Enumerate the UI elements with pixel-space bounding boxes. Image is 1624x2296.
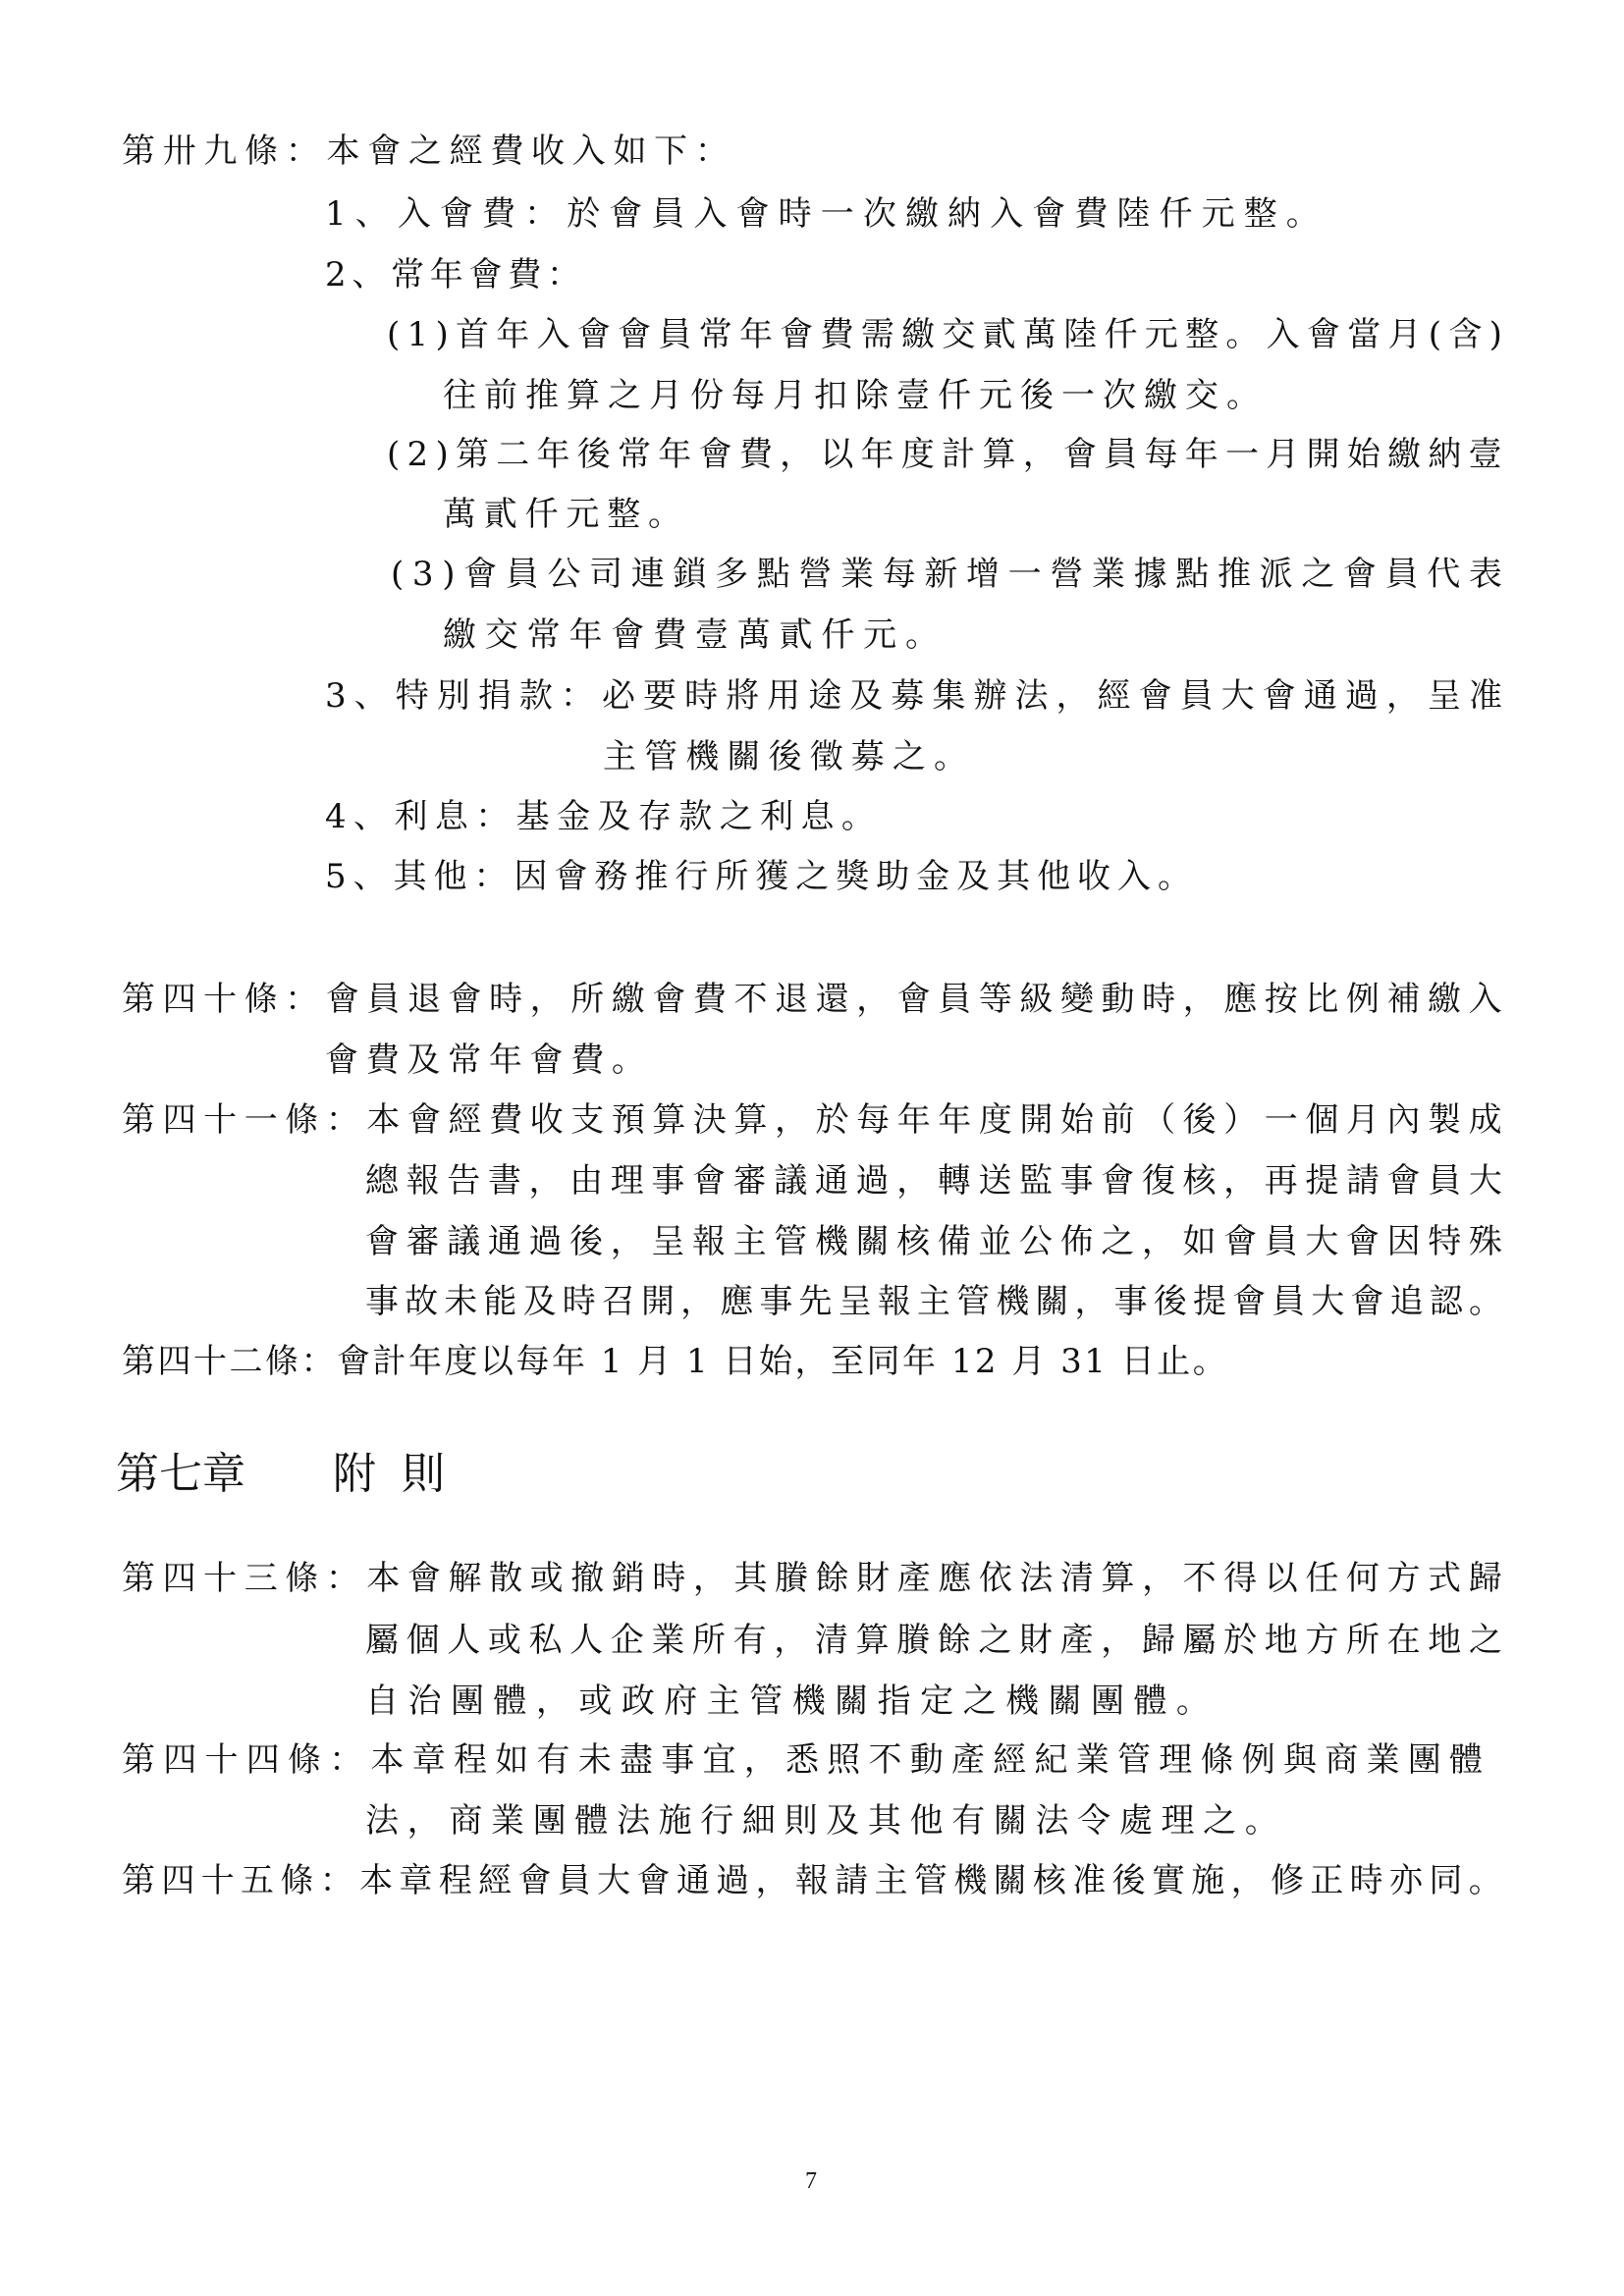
article40-line2: 會 費 及 常 年 會 費 。 [325, 1041, 645, 1080]
article39-heading: 第 卅 九 條 ： 本 會 之 經 費 收 入 如 下 ： [122, 132, 729, 171]
article41-line2: 總 報 告 書 ， 由 理 事 會 審 議 通 過 ， 轉 送 監 事 會 復 核 ， 再 提 請 會 員 大 [365, 1161, 1502, 1201]
article39-item4: 4 、 利 息 ： 基 金 及 存 款 之 利 息 。 [325, 797, 875, 836]
article44-line1: 第 四 十 四 條 ： 本 章 程 如 有 未 盡 事 宜 ， 悉 照 不 動 產 經 紀 業 管 理 條 例 與 商 業 團 體 [122, 1740, 1483, 1780]
article39-sub2-line1: ( 2 ) 第 二 年 後 常 年 會 費 ， 以 年 度 計 算 ， 會 員 每 年 一 月 開 始 繳 納 壹 [387, 435, 1502, 474]
article41-line3: 會 審 議 通 過 後 ， 呈 報 主 管 機 關 核 備 並 公 佈 之 ， 如 會 員 大 會 因 特 殊 [365, 1222, 1502, 1261]
article44-line2: 法 ， 商 業 團 體 法 施 行 細 則 及 其 他 有 關 法 令 處 理 之 。 [365, 1801, 1278, 1841]
article41-line1: 第 四 十 一 條 ： 本 會 經 費 收 支 預 算 決 算 ， 於 每 年 年 度 開 始 前 （ 後 ） 一 個 月 內 製 成 [122, 1100, 1502, 1140]
article39-sub3-line1: ( 3 ) 會 員 公 司 連 鎖 多 點 營 業 每 新 增 一 營 業 據 點 推 派 之 會 員 代 表 [391, 555, 1502, 594]
article39-item3-line2: 主 管 機 關 後 徵 募 之 。 [603, 737, 967, 776]
article39-item1: 1 、 入 會 費 ： 於 會 員 入 會 時 一 次 繳 納 入 會 費 陸 仟 元 整 。 [325, 194, 1320, 234]
article39-sub2-line2: 萬 貳 仟 元 整 。 [443, 495, 681, 534]
article39-item3-line1: 3 、 特 別 捐 款 ： 必 要 時 將 用 途 及 募 集 辦 法 ， 經 會 員 大 會 通 過 ， 呈 准 [325, 676, 1502, 716]
article42-line1: 第四十二條：會計年度以每年 1 月 1 日始，至同年 12 月 31 日止。 [122, 1342, 1229, 1381]
article43-line1: 第 四 十 三 條 ： 本 會 解 散 或 撤 銷 時 ， 其 賸 餘 財 產 應 依 法 清 算 ， 不 得 以 任 何 方 式 歸 [122, 1559, 1502, 1598]
article39-item2: 2 、 常 年 會 費 ： [325, 255, 580, 294]
article39-sub1-line1: ( 1 ) 首 年 入 會 會 員 常 年 會 費 需 繳 交 貳 萬 陸 仟 元 整 。 入 會 當 月 ( 含 ) [387, 315, 1502, 354]
article39-item5: 5 、 其 他 ： 因 會 務 推 行 所 獲 之 獎 助 金 及 其 他 收 入 。 [325, 857, 1191, 896]
article43-line3: 自 治 團 體 ， 或 政 府 主 管 機 關 指 定 之 機 關 團 體 。 [365, 1682, 1210, 1721]
article39-sub1-line2: 往 前 推 算 之 月 份 每 月 扣 除 壹 仟 元 後 一 次 繳 交 。 [443, 376, 1260, 415]
article41-line4: 事 故 未 能 及 時 召 開 ， 應 事 先 呈 報 主 管 機 關 ， 事 後 提 會 員 大 會 追 認 。 [365, 1282, 1502, 1321]
article40-line1: 第 四 十 條 ： 會 員 退 會 時 ， 所 繳 會 費 不 退 還 ， 會 員 等 級 變 動 時 ， 應 按 比 例 補 繳 入 [122, 980, 1502, 1019]
page-number: 7 [805, 2168, 817, 2194]
chapter7-number: 第七章 [116, 1449, 245, 1499]
article43-line2: 屬 個 人 或 私 人 企 業 所 有 ， 清 算 賸 餘 之 財 產 ， 歸 屬 於 地 方 所 在 地 之 [365, 1621, 1502, 1660]
article45-line1: 第 四 十 五 條 ： 本 章 程 經 會 員 大 會 通 過 ， 報 請 主 管 機 關 核 准 後 實 施 ， 修 正 時 亦 同 。 [122, 1861, 1502, 1900]
article39-sub3-line2: 繳 交 常 年 會 費 壹 萬 貳 仟 元 。 [443, 615, 939, 655]
chapter7-title: 附 則 [333, 1449, 451, 1499]
